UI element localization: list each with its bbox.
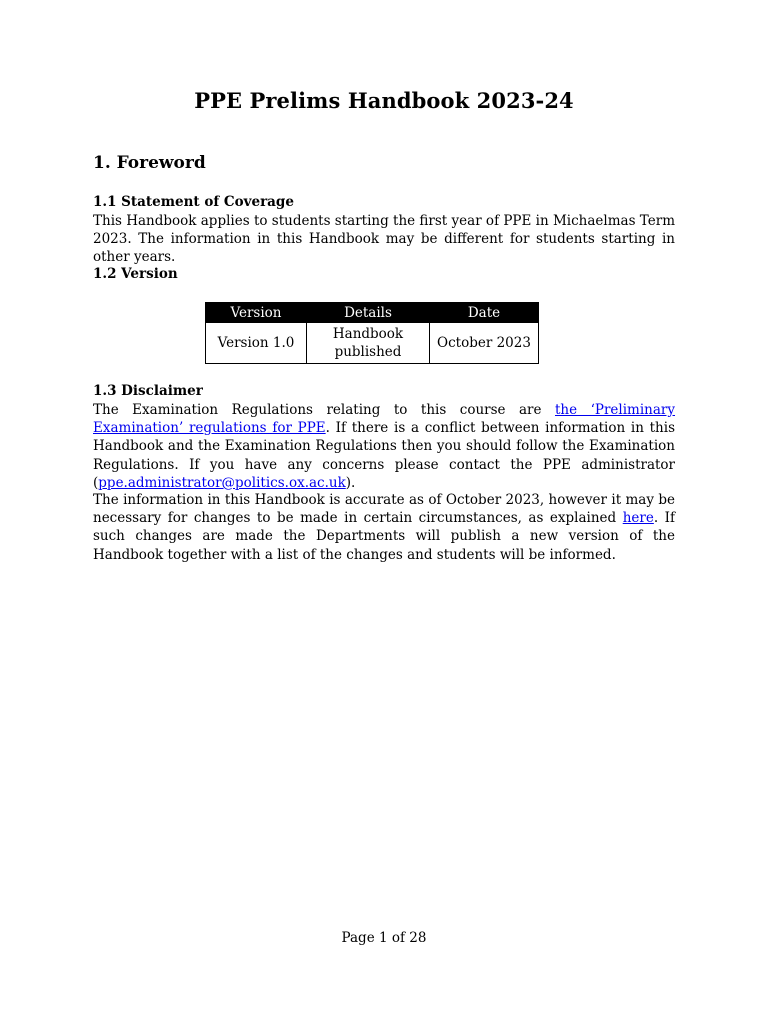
subsection-heading-coverage: 1.1 Statement of Coverage bbox=[93, 194, 294, 210]
version-table-header-date: Date bbox=[430, 303, 539, 323]
disclaimer-text-2b: . If such changes are made the Departments will publish a new version of the Handbook together with a list of the changes and students will be informed. bbox=[93, 510, 675, 563]
version-table-header-row bbox=[206, 303, 539, 323]
table-row bbox=[206, 323, 539, 364]
version-table-header-details: Details bbox=[307, 303, 430, 323]
administrator-email-link[interactable]: ppe.administrator@politics.ox.ac.uk bbox=[98, 474, 346, 491]
disclaimer-paragraph-1 bbox=[93, 401, 675, 492]
version-table bbox=[205, 302, 539, 364]
details-cell: Handbook published bbox=[307, 323, 430, 364]
page-number-footer: Page 1 of 28 bbox=[341, 930, 427, 946]
subsection-heading-version: 1.2 Version bbox=[93, 266, 178, 282]
version-table-header-version: Version bbox=[206, 303, 307, 323]
disclaimer-text-1a: The Examination Regulations relating to this course are bbox=[93, 402, 555, 418]
coverage-paragraph: This Handbook applies to students starting the first year of PPE in Michaelmas Term 2023. The information in this Handbook may be different for students starting in other years. bbox=[93, 213, 675, 266]
disclaimer-text-1b: . If there is a conflict between information in this Handbook and the Examination Regulations then you should follow the Examination Regulations. If you have any concerns please contact the PPE administrator ( bbox=[93, 420, 675, 491]
section-heading-foreword: 1. Foreword bbox=[93, 153, 206, 173]
disclaimer-text-2a: The information in this Handbook is accurate as of October 2023, however it may be necessary for changes to be made in certain circumstances, as explained bbox=[93, 492, 675, 527]
here-link[interactable]: here bbox=[622, 510, 654, 527]
document-title: PPE Prelims Handbook 2023-24 bbox=[194, 88, 574, 113]
disclaimer-text-1c: ). bbox=[345, 474, 356, 491]
version-cell: Version 1.0 bbox=[206, 323, 307, 364]
regulations-link[interactable]: the ‘Preliminary Examination’ regulations for PPE bbox=[93, 402, 675, 437]
date-cell: October 2023 bbox=[430, 323, 539, 364]
disclaimer-paragraph-2 bbox=[93, 491, 675, 564]
subsection-heading-disclaimer: 1.3 Disclaimer bbox=[93, 383, 203, 399]
